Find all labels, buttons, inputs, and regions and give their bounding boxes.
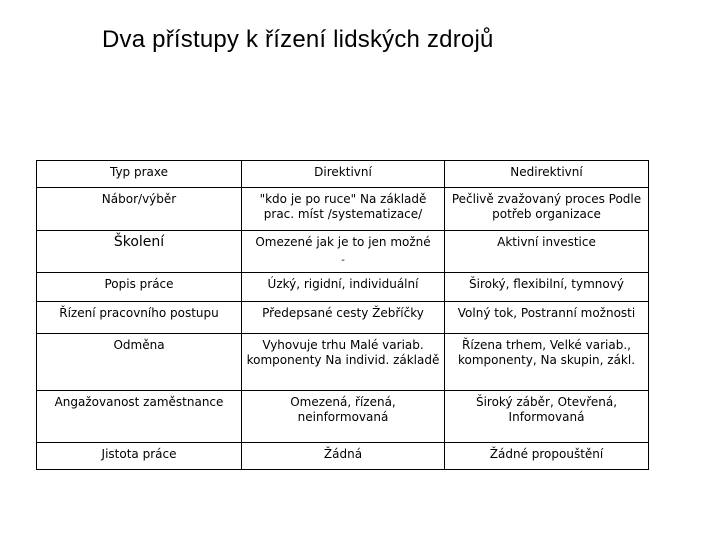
row-label: Odměna	[37, 334, 242, 391]
directive-cell-text: Omezené jak je to jen možné	[255, 235, 431, 249]
row-label	[37, 231, 242, 273]
table-row	[37, 391, 649, 443]
table-row	[37, 273, 649, 302]
nondirective-cell: Široký záběr, Otevřená, Informovaná	[445, 391, 649, 443]
nondirective-cell: Aktivní investice	[445, 231, 649, 273]
directive-cell: Vyhovuje trhu Malé variab. komponenty Na individ. základě	[242, 334, 445, 391]
page-title: Dva přístupy k řízení lidských zdrojů	[102, 26, 494, 53]
directive-cell: Omezená, řízená, neinformovaná	[242, 391, 445, 443]
stray-mark: -	[341, 255, 345, 266]
nondirective-cell: Řízena trhem, Velké variab., komponenty, Na skupin, zákl.	[445, 334, 649, 391]
nondirective-cell: Pečlivě zvažovaný proces Podle potřeb organizace	[445, 188, 649, 231]
row-label: Popis práce	[37, 273, 242, 302]
table-header-row	[37, 161, 649, 188]
nondirective-cell: Žádné propouštění	[445, 443, 649, 470]
comparison-table	[36, 160, 649, 470]
row-label-text: Školení	[113, 234, 165, 250]
row-label: Jistota práce	[37, 443, 242, 470]
directive-cell: Úzký, rigidní, individuální	[242, 273, 445, 302]
nondirective-cell: Volný tok, Postranní možnosti	[445, 302, 649, 334]
row-label: Angažovanost zaměstnance	[37, 391, 242, 443]
directive-cell	[242, 231, 445, 273]
table-row	[37, 302, 649, 334]
table-row	[37, 334, 649, 391]
table-row	[37, 231, 649, 273]
directive-cell: Předepsané cesty Žebříčky	[242, 302, 445, 334]
header-nedirektivni: Nedirektivní	[445, 161, 649, 188]
header-direktivni: Direktivní	[242, 161, 445, 188]
table-row	[37, 443, 649, 470]
directive-cell: "kdo je po ruce" Na základě prac. míst /systematizace/	[242, 188, 445, 231]
row-label: Nábor/výběr	[37, 188, 242, 231]
table-row	[37, 188, 649, 231]
nondirective-cell: Široký, flexibilní, tymnový	[445, 273, 649, 302]
header-typ-praxe: Typ praxe	[37, 161, 242, 188]
row-label: Řízení pracovního postupu	[37, 302, 242, 334]
directive-cell: Žádná	[242, 443, 445, 470]
